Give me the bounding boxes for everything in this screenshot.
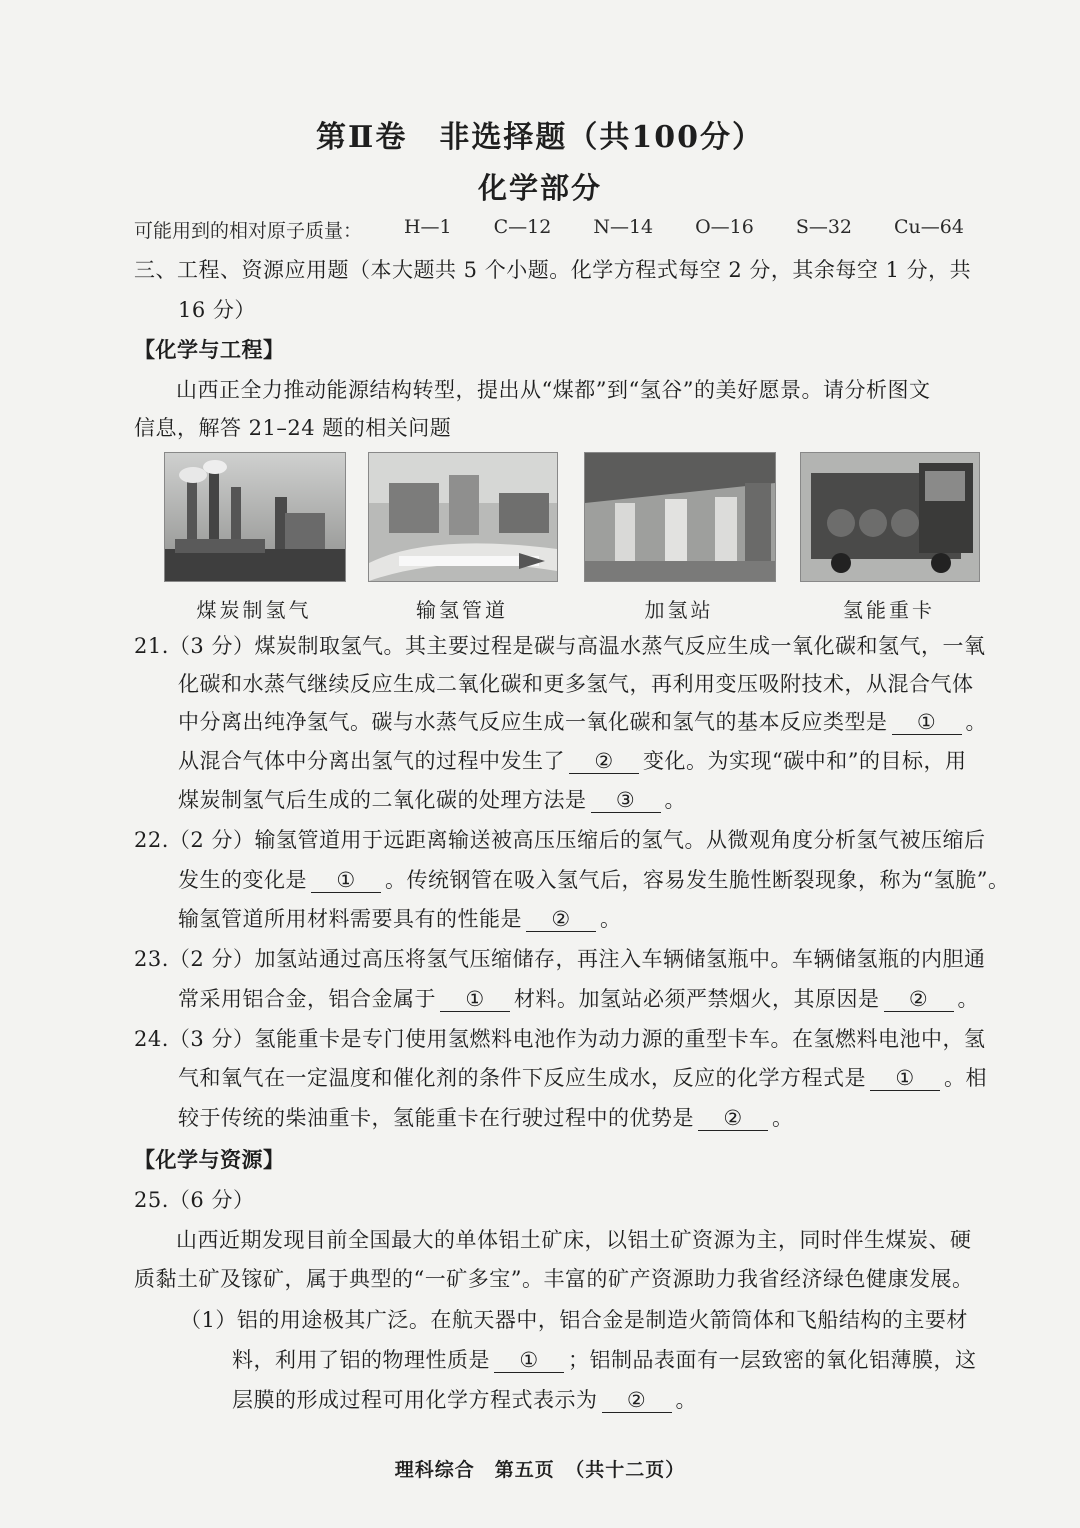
question-number: 25. bbox=[134, 1188, 169, 1212]
question-22-line2 bbox=[178, 866, 1009, 894]
question-text: 。 bbox=[664, 788, 686, 812]
answer-blank[interactable]: ① bbox=[311, 868, 381, 893]
question-text: 。相 bbox=[944, 1066, 987, 1090]
question-text: 。 bbox=[600, 907, 622, 931]
question-text: 料，利用了铝的物理性质是 bbox=[232, 1348, 490, 1372]
question-21-line3 bbox=[178, 708, 987, 736]
question-25 bbox=[134, 1186, 254, 1214]
photo-caption: 输氢管道 bbox=[416, 598, 508, 622]
question-24-line2 bbox=[178, 1064, 987, 1092]
hydrogen-truck-photo bbox=[800, 452, 980, 582]
part-number: （1） bbox=[180, 1308, 237, 1332]
answer-blank[interactable]: ② bbox=[884, 987, 954, 1012]
question-21-line2: 化碳和水蒸气继续反应生成二氧化碳和更多氢气，再利用变压吸附技术，从混合气体 bbox=[178, 672, 974, 696]
answer-blank[interactable]: ① bbox=[440, 987, 510, 1012]
atomic-masses-label: 可能用到的相对原子质量： bbox=[134, 220, 363, 242]
coal-hydrogen-photo bbox=[164, 452, 346, 582]
atomic-mass-item: S—32 bbox=[795, 216, 853, 238]
question-score: （6 分） bbox=[168, 1188, 255, 1212]
section-subtitle: 化学部分 bbox=[477, 171, 602, 205]
question-text: 常采用铝合金，铝合金属于 bbox=[178, 987, 436, 1011]
atomic-mass-item: H—1 bbox=[403, 216, 452, 238]
question-21-line5 bbox=[178, 786, 686, 814]
question-text: 气和氧气在一定温度和催化剂的条件下反应生成水，反应的化学方程式是 bbox=[178, 1066, 866, 1090]
question-text: 煤炭制取氢气。其主要过程是碳与高温水蒸气反应生成一氧化碳和氢气，一氧 bbox=[254, 634, 986, 658]
question-number: 21. bbox=[134, 634, 169, 658]
atomic-mass-item: N—14 bbox=[593, 216, 654, 238]
atomic-mass-item: C—12 bbox=[493, 216, 552, 238]
answer-blank[interactable]: ① bbox=[494, 1348, 564, 1373]
question-text: 从混合气体中分离出氢气的过程中发生了 bbox=[178, 749, 565, 773]
answer-blank[interactable]: ② bbox=[698, 1106, 768, 1131]
question-text: 煤炭制氢气后生成的二氧化碳的处理方法是 bbox=[178, 788, 587, 812]
question-text: 层膜的形成过程可用化学方程式表示为 bbox=[232, 1388, 598, 1412]
question-number: 23. bbox=[134, 947, 169, 971]
question-text: 中分离出纯净氢气。碳与水蒸气反应生成一氧化碳和氢气的基本反应类型是 bbox=[178, 710, 888, 734]
question-number: 22. bbox=[134, 828, 169, 852]
question-25-intro: 山西近期发现目前全国最大的单体铝土矿床，以铝土矿资源为主，同时伴生煤炭、硬 bbox=[176, 1228, 972, 1252]
resources-tag: 【化学与资源】 bbox=[134, 1147, 285, 1172]
atomic-masses-row bbox=[134, 216, 964, 243]
question-text: 较于传统的柴油重卡，氢能重卡在行驶过程中的优势是 bbox=[178, 1106, 694, 1130]
question-text: 材料。加氢站必须严禁烟火，其原因是 bbox=[514, 987, 880, 1011]
question-text: 铝的用途极其广泛。在航天器中，铝合金是制造火箭筒体和飞船结构的主要材 bbox=[236, 1308, 968, 1332]
question-text: 。 bbox=[965, 710, 987, 734]
question-text: 氢能重卡是专门使用氢燃料电池作为动力源的重型卡车。在氢燃料电池中，氢 bbox=[254, 1027, 986, 1051]
question-23 bbox=[134, 945, 985, 973]
section-heading-cont: 16 分） bbox=[178, 298, 256, 322]
question-text: 输氢管道用于远距离输送被高压压缩后的氢气。从微观角度分析氢气被压缩后 bbox=[254, 828, 986, 852]
question-25-part1-line3 bbox=[232, 1386, 697, 1414]
question-score: （3 分） bbox=[168, 1027, 255, 1051]
answer-blank[interactable]: ② bbox=[602, 1388, 672, 1413]
question-21 bbox=[134, 632, 985, 660]
answer-blank[interactable]: ③ bbox=[591, 788, 661, 813]
question-text: 。 bbox=[957, 987, 979, 1011]
question-text: 加氢站通过高压将氢气压缩储存，再注入车辆储氢瓶中。车辆储氢瓶的内胆通 bbox=[254, 947, 986, 971]
question-number: 24. bbox=[134, 1027, 169, 1051]
hydrogen-pipeline-photo bbox=[368, 452, 558, 582]
question-24-line3 bbox=[178, 1104, 794, 1132]
question-score: （3 分） bbox=[168, 634, 255, 658]
photo-caption: 氢能重卡 bbox=[843, 598, 935, 622]
engineering-intro: 山西正全力推动能源结构转型，提出从“煤都”到“氢谷”的美好愿景。请分析图文 bbox=[176, 378, 931, 402]
answer-blank[interactable]: ① bbox=[870, 1066, 940, 1091]
question-25-intro-cont: 质黏土矿及镓矿，属于典型的“一矿多宝”。丰富的矿产资源助力我省经济绿色健康发展。 bbox=[134, 1267, 974, 1291]
question-text: 。 bbox=[675, 1388, 697, 1412]
question-22-line3 bbox=[178, 905, 622, 933]
answer-blank[interactable]: ① bbox=[892, 710, 962, 735]
question-score: （2 分） bbox=[168, 947, 255, 971]
question-23-line2 bbox=[178, 985, 979, 1013]
section-heading: 三、工程、资源应用题（本大题共 5 个小题。化学方程式每空 2 分，其余每空 1 分，共 bbox=[134, 258, 972, 282]
atomic-mass-item: Cu—64 bbox=[894, 216, 964, 238]
photo-caption: 加氢站 bbox=[644, 598, 714, 622]
question-text: 。传统钢管在吸入氢气后，容易发生脆性断裂现象，称为“氢脆”。 bbox=[385, 868, 1010, 892]
question-21-line4 bbox=[178, 747, 966, 775]
question-score: （2 分） bbox=[168, 828, 255, 852]
question-24 bbox=[134, 1025, 985, 1053]
atomic-mass-item: O—16 bbox=[695, 216, 754, 238]
engineering-intro-cont: 信息，解答 21–24 题的相关问题 bbox=[134, 416, 452, 440]
photo-caption: 煤炭制氢气 bbox=[196, 598, 312, 622]
answer-blank[interactable]: ② bbox=[526, 907, 596, 932]
question-text: 输氢管道所用材料需要具有的性能是 bbox=[178, 907, 522, 931]
question-text: ；铝制品表面有一层致密的氧化铝薄膜，这 bbox=[568, 1348, 977, 1372]
page-footer: 理科综合 第五页 （共十二页） bbox=[394, 1459, 686, 1481]
question-25-part1-line2 bbox=[232, 1346, 977, 1374]
question-22 bbox=[134, 826, 985, 854]
engineering-tag: 【化学与工程】 bbox=[134, 337, 285, 362]
answer-blank[interactable]: ② bbox=[569, 749, 639, 774]
question-25-part1 bbox=[180, 1306, 968, 1334]
hydrogen-station-photo bbox=[584, 452, 776, 582]
question-text: 发生的变化是 bbox=[178, 868, 307, 892]
question-text: 。 bbox=[772, 1106, 794, 1130]
question-text: 变化。为实现“碳中和”的目标，用 bbox=[643, 749, 967, 773]
page-title: 第Ⅱ卷 非选择题（共100分） bbox=[316, 120, 764, 155]
